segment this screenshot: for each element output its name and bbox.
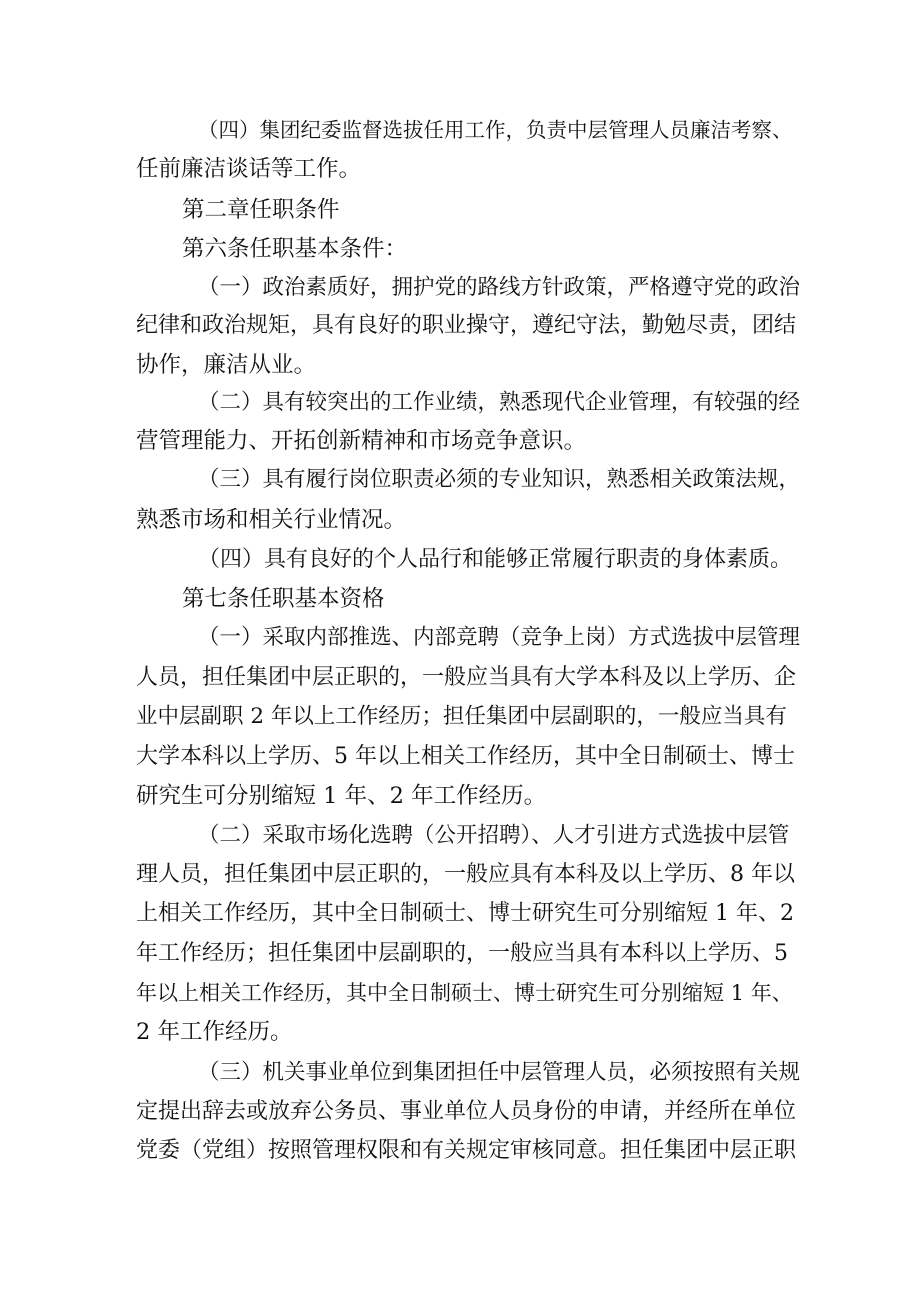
- paragraph-line: （二）采取市场化选聘（公开招聘）、人才引进方式选拔中层管: [198, 823, 790, 848]
- paragraph-line: 上相关工作经历，其中全日制硕士、博士研究生可分别缩短 1 年、2: [136, 901, 794, 926]
- paragraph-line: 熟悉市场和相关行业情况。: [136, 507, 407, 533]
- chapter-heading: 第二章任职条件: [182, 197, 340, 223]
- paragraph-line: 任前廉洁谈话等工作。: [136, 156, 362, 182]
- paragraph-line: 理人员，担任集团中层正职的，一般应具有本科及以上学历、8 年以: [136, 862, 795, 887]
- paragraph-line: 协作，廉洁从业。: [136, 352, 317, 378]
- paragraph-line: 年以上相关工作经历，其中全日制硕士、博士研究生可分别缩短 1 年、: [136, 981, 793, 1005]
- paragraph-line: （三）机关事业单位到集团担任中层管理人员，必须按照有关规: [198, 1060, 801, 1085]
- paragraph-line: 年工作经历；担任集团中层副职的，一般应当具有本科以上学历、5: [136, 941, 788, 966]
- paragraph-line: 人员，担任集团中层正职的，一般应当具有大学本科及以上学历、企: [136, 665, 797, 690]
- paragraph-line: 党委（党组）按照管理权限和有关规定审核同意。担任集团中层正职: [136, 1138, 797, 1163]
- paragraph-line: 2 年工作经历。: [136, 1019, 293, 1045]
- paragraph-line: 大学本科以上学历、5 年以上相关工作经历，其中全日制硕士、博士: [136, 744, 795, 769]
- paragraph-line: （三）具有履行岗位职责必须的专业知识，熟悉相关政策法规，: [198, 467, 801, 492]
- paragraph-line: （一）政治素质好，拥护党的路线方针政策，严格遵守党的政治: [198, 275, 801, 300]
- paragraph-line: （四）集团纪委监督选拔任用工作，负责中层管理人员廉洁考察、: [198, 118, 793, 142]
- paragraph-line: 定提出辞去或放弃公务员、事业单位人员身份的申请，并经所在单位: [136, 1099, 797, 1124]
- article-heading: 第六条任职基本条件：: [182, 236, 408, 262]
- paragraph-line: （一）采取内部推选、内部竞聘（竞争上岗）方式选拔中层管理: [198, 625, 801, 650]
- paragraph-line: （四）具有良好的个人品行和能够正常履行职责的身体素质。: [198, 547, 793, 572]
- paragraph-line: （二）具有较突出的工作业绩，熟悉现代企业管理，有较强的经: [198, 390, 801, 415]
- paragraph-line: 业中层副职 2 年以上工作经历；担任集团中层副职的，一般应当具有: [136, 704, 787, 729]
- article-heading: 第七条任职基本资格: [182, 586, 385, 612]
- paragraph-line: 营管理能力、开拓创新精神和市场竞争意识。: [136, 428, 587, 454]
- paragraph-line: 纪律和政治规矩，具有良好的职业操守，遵纪守法，勤勉尽责，团结: [136, 313, 797, 338]
- paragraph-line: 研究生可分别缩短 1 年、2 年工作经历。: [136, 783, 547, 809]
